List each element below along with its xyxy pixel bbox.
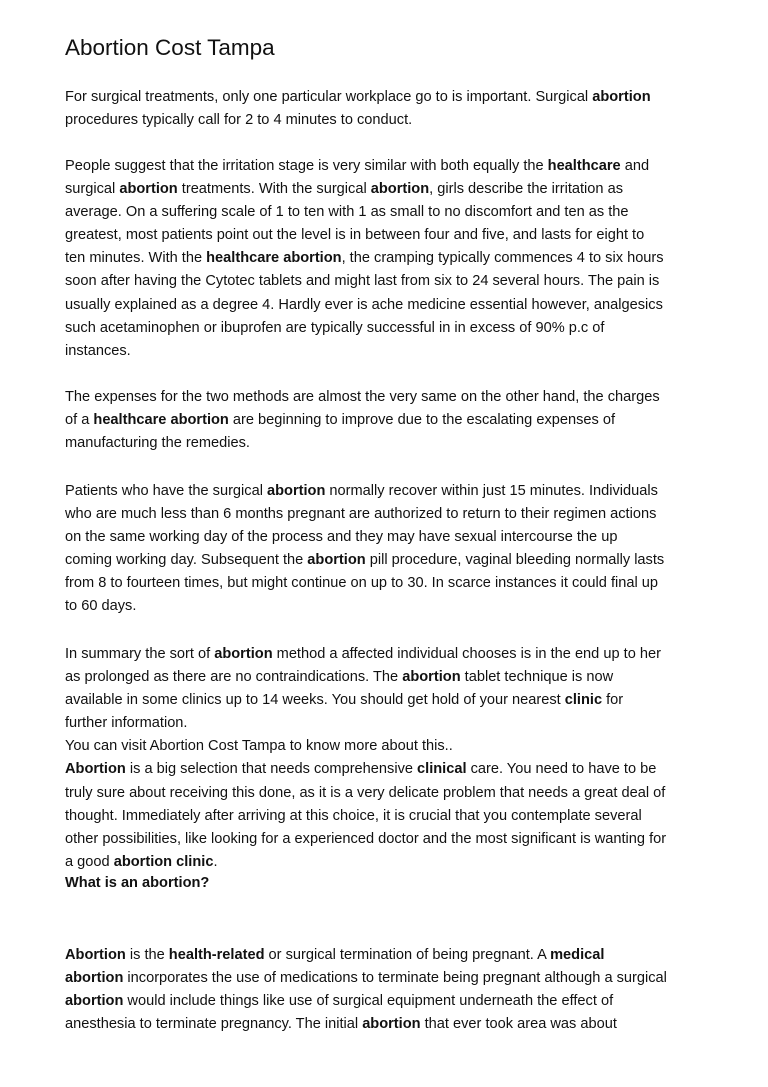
bold-text-run: abortion clinic [113, 853, 214, 870]
text-run: normally recover within just 15 minutes. Individuals [325, 483, 658, 499]
section-heading-what-is-abortion [65, 872, 725, 895]
document-title: Abortion Cost Tampa [65, 35, 275, 60]
bold-text-run: abortion [214, 646, 273, 662]
text-run: For surgical treatments, only one particular workplace go to is important. Surgical [65, 89, 593, 105]
text-run: tablet technique is now [460, 669, 614, 686]
bold-text-run: abortion [370, 181, 430, 198]
text-run: care. You need to have to be [466, 761, 657, 778]
bold-text-run: health-related [168, 947, 265, 963]
text-run: greatest, most patients point out the level is in between four and five, and lasts for eight to [65, 227, 645, 244]
text-run: would include things like use of surgical equipment underneath the effect of [123, 993, 614, 1010]
text-run: who are much less than 6 months pregnant are authorized to return to their regimen actions [65, 506, 657, 523]
text-run: manufacturing the remedies. [65, 435, 250, 452]
text-run: method a affected individual chooses is in the end up to her [272, 646, 661, 662]
text-run: or surgical termination of being pregnant. A [264, 947, 551, 963]
text-run: that ever took area was about [420, 1016, 617, 1033]
text-run: anesthesia to terminate pregnancy. The initial [65, 1016, 363, 1033]
text-run: , the cramping typically commences 4 to six hours [341, 250, 664, 267]
bold-text-run: abortion [402, 669, 461, 686]
text-run: as prolonged as there are no contraindications. The [65, 669, 403, 686]
bold-text-run: abortion [362, 1016, 421, 1033]
text-run: other possibilities, like looking for a experienced doctor and the most significant is wanting for [65, 830, 667, 847]
text-run: is the [125, 947, 169, 963]
bold-text-run: What is an abortion? [65, 875, 210, 891]
text-run: thought. Immediately after arriving at this choice, it is crucial that you contemplate several [65, 807, 642, 824]
text-run: surgical [65, 181, 120, 198]
bold-text-run: abortion [65, 993, 124, 1010]
paragraph-expenses [65, 386, 725, 455]
text-run: incorporates the use of medications to terminate being pregnant although a surgical [123, 970, 667, 987]
text-run: average. On a suffering scale of 1 to ten with 1 as small to no discomfort and ten as the [65, 204, 629, 221]
bold-text-run: Abortion [65, 761, 126, 778]
text-run: of a [65, 412, 94, 429]
bold-text-run: abortion [592, 89, 651, 105]
text-run: You can visit Abortion Cost Tampa to know more about this.. [65, 738, 453, 755]
paragraph-summary [65, 643, 725, 874]
text-run: truly sure about receiving this done, as it is a very delicate problem that needs a great deal of [65, 784, 666, 801]
bold-text-run: abortion [119, 181, 178, 198]
text-run: a good [65, 853, 114, 870]
text-run: soon after having the Cytotec tablets and might last from six to 24 several hours. The pain is [65, 273, 660, 290]
text-run: ten minutes. With the [65, 250, 207, 267]
text-run: such acetaminophen or ibuprofen are typically successful in in excess of 90% p.c of [65, 319, 605, 336]
text-run: procedures typically call for 2 to 4 minutes to conduct. [65, 112, 413, 129]
text-run: coming working day. Subsequent the [65, 552, 308, 569]
bold-text-run: abortion [267, 483, 326, 499]
text-run: The expenses for the two methods are almost the very same on the other hand, the charges [65, 389, 660, 405]
bold-text-run: clinic [564, 692, 603, 709]
paragraph-recovery [65, 480, 725, 619]
bold-text-run: Abortion [65, 947, 126, 963]
text-run: Patients who have the surgical [65, 483, 267, 499]
text-run: to 60 days. [65, 598, 137, 615]
text-run: are beginning to improve due to the escalating expenses of [228, 412, 616, 429]
paragraph-irritation-stage [65, 155, 725, 363]
text-run: and [620, 158, 650, 174]
text-run: In summary the sort of [65, 646, 215, 662]
paragraph-surgical-treatments [65, 86, 725, 132]
text-run: . [213, 853, 218, 870]
text-run: People suggest that the irritation stage is very similar with both equally the [65, 158, 548, 174]
bold-text-run: healthcare abortion [206, 250, 342, 267]
text-run: treatments. With the surgical [177, 181, 371, 198]
bold-text-run: clinical [417, 761, 467, 778]
text-run: available in some clinics up to 14 weeks. You should get hold of your nearest [65, 692, 565, 709]
text-run: instances. [65, 342, 131, 359]
text-run: , girls describe the irritation as [429, 181, 623, 198]
paragraph-definition [65, 944, 725, 1036]
bold-text-run: abortion [307, 552, 366, 569]
bold-text-run: medical [550, 947, 605, 963]
bold-text-run: healthcare [547, 158, 621, 174]
text-run: usually explained as a degree 4. Hardly ever is ache medicine essential however, analgesics [65, 296, 663, 313]
text-run: for [602, 692, 624, 709]
bold-text-run: abortion [65, 970, 124, 987]
bold-text-run: healthcare abortion [93, 412, 229, 429]
text-run: from 8 to fourteen times, but might continue on up to 30. In scarce instances it could final up [65, 575, 658, 592]
text-run: on the same working day of the process and they may have sexual intercourse the up [65, 529, 618, 546]
text-run: pill procedure, vaginal bleeding normally lasts [365, 552, 665, 569]
text-run: is a big selection that needs comprehensive [125, 761, 418, 778]
text-run: further information. [65, 715, 188, 732]
